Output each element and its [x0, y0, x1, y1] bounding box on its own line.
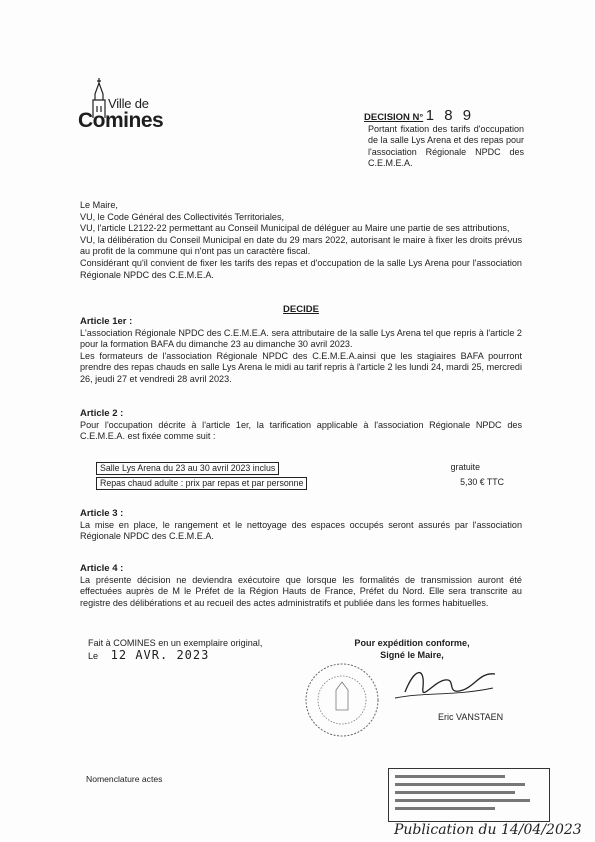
date-line: [88, 650, 328, 663]
date-prefix: Le: [88, 651, 99, 661]
tariff-table: [96, 461, 510, 491]
logo-comines-text: Comines: [78, 109, 164, 132]
article-title: Article 4 :: [80, 563, 124, 574]
municipal-seal-icon: [302, 660, 382, 740]
tariff-label: Repas chaud adulte : prix par repas et par personne: [96, 477, 307, 490]
preamble-line: Le Maire,: [80, 200, 118, 210]
article-title: Article 1er :: [80, 316, 133, 327]
handwritten-publication-note: [392, 814, 587, 842]
article-4: [80, 563, 522, 609]
certification: [332, 638, 492, 661]
article-paragraph: La présente décision ne deviendra exécutoire que lorsque les formalités de transmission auront été effectuées auprès de M le Préfet de la Région Hauts de France, Préfet du Nord. Elle sera transcrite au registre des délibérations et au recueil des actes administratifs et publiée dans les formes habituelles.: [80, 574, 522, 608]
preamble: [80, 200, 522, 281]
certified-text: Pour expédition conforme,: [354, 638, 470, 648]
decision-number: 1 8 9: [425, 107, 475, 124]
article-paragraph: La mise en place, le rangement et le nettoyage des espaces occupés seront assurés par l'association Régionale NPDC des C.E.M.E.A.: [80, 519, 522, 542]
handwritten-date: 12 AVR. 2023: [110, 648, 210, 662]
signed-text: Signé le Maire,: [380, 649, 444, 660]
preamble-line: Considérant qu'il convient de fixer les tarifs des repas et d'occupation de la salle Lys Arena pour l'association Régionale NPDC des C.E.M.E.A.: [80, 257, 522, 280]
decision-header: [364, 107, 524, 170]
decision-subject: Portant fixation des tarifs d'occupation de la salle Lys Arena et des repas pour l'association Régionale NPDC des C.E.M.E.A.: [368, 123, 524, 168]
article-title: Article 2 :: [80, 408, 124, 419]
article-2: [80, 408, 522, 443]
mayor-name: Eric VANSTAEN: [438, 712, 504, 722]
nomenclature-label: Nomenclature actes: [86, 774, 163, 784]
article-3: [80, 508, 522, 543]
preamble-line: VU, le Code Général des Collectivités Territoriales,: [80, 211, 285, 222]
article-1: [80, 316, 522, 386]
decision-label: DECISION N°: [364, 112, 424, 123]
preamble-line: VU, la délibération du Conseil Municipal en date du 29 mars 2022, autorisant le maire à fixer les droits prévus au profit de la commune qui n'ont pas un caractère fiscal.: [80, 234, 522, 257]
logo-ville-text: Ville de: [108, 96, 149, 111]
tariff-label: Salle Lys Arena du 23 au 30 avril 2023 inclus: [96, 462, 279, 475]
made-at: Fait à COMINES en un exemplaire original,: [88, 638, 263, 648]
article-paragraph: Les formateurs de l'association Régionale NPDC des C.E.M.E.A.ainsi que les stagiaires BAFA pourront prendre des repas chauds en salle Lys Arena le midi au tarif repris à l'article 2 les lundi 24, mardi 25, mercredi 26, jeudi 27 et vendredi 28 avril 2023.: [80, 350, 522, 384]
decide-heading: DECIDE: [283, 304, 319, 315]
article-title: Article 3 :: [80, 508, 124, 519]
tariff-value: gratuite: [450, 462, 480, 472]
logo: [78, 78, 188, 140]
preamble-line: VU, l'article L2122-22 permettant au Conseil Municipal de déléguer au Maire une partie de ses attributions,: [80, 223, 510, 234]
publication-text: Publication du 14/04/2023: [394, 822, 582, 838]
tariff-row: [96, 461, 510, 476]
article-paragraph: Pour l'occupation décrite à l'article 1er, la tarification applicable à l'association Régionale NPDC des C.E.M.E.A. est fixée comme suit :: [80, 419, 522, 442]
tariff-row: [96, 476, 510, 491]
article-paragraph: L'association Régionale NPDC des C.E.M.E.A. sera attributaire de la salle Lys Arena tel que repris à l'article 2 pour la formation BAFA du dimanche 23 au dimanche 30 avril 2023.: [80, 327, 522, 350]
signature-icon: [385, 662, 505, 710]
tariff-value: 5,30 € TTC: [460, 477, 504, 487]
